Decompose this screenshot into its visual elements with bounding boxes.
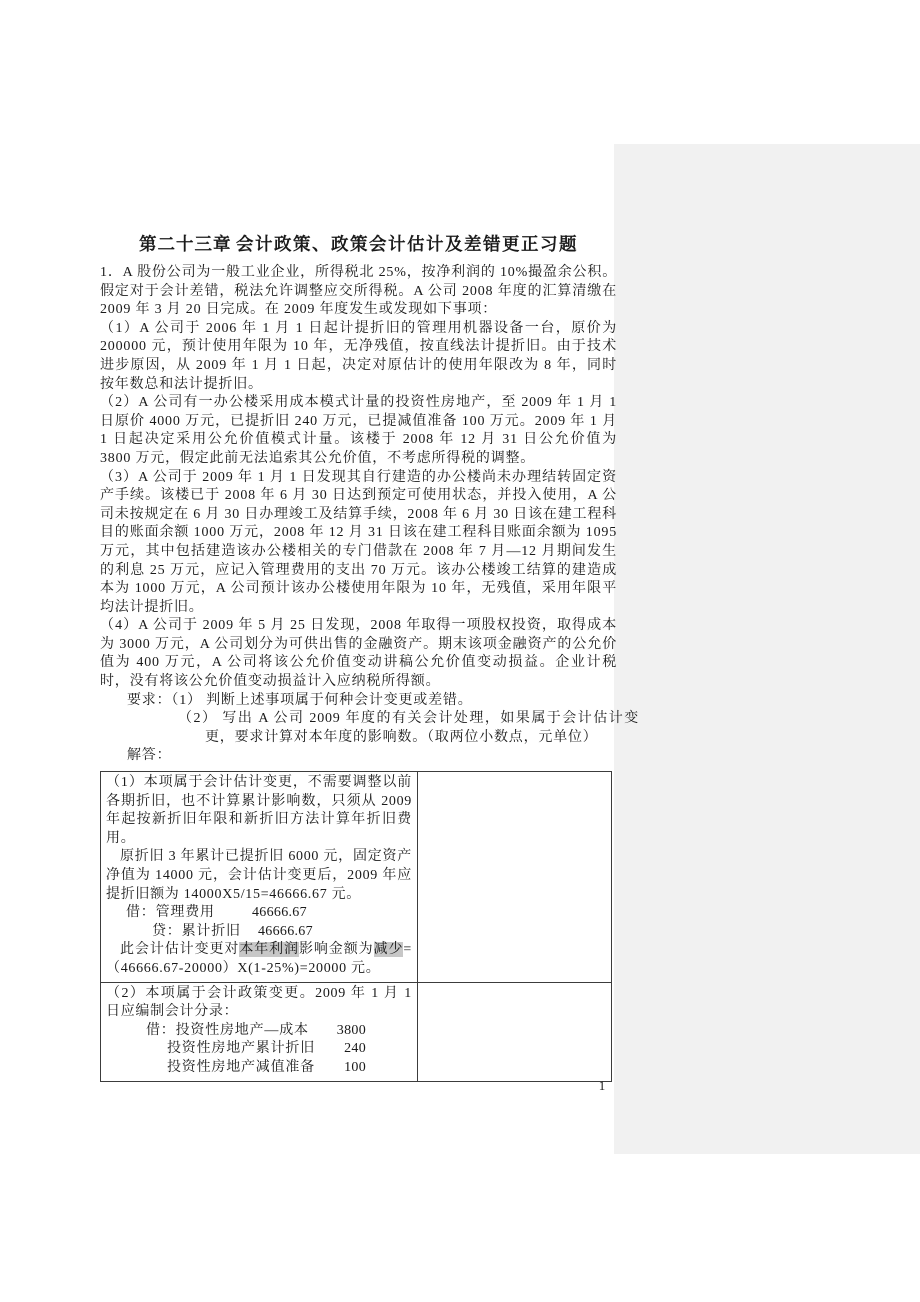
impact-text: 影响金额为 (298, 942, 374, 958)
journal-entry-debit-admin-expense (106, 904, 412, 923)
journal-entry-label: 投资性房地产累计折旧 (167, 1041, 315, 1057)
chapter-name: 会计政策、政策会计估计及差错更正习题 (236, 234, 578, 254)
impact-highlight-current-year-profit: 本年利润 (239, 942, 299, 958)
answer-table (100, 771, 612, 1082)
answer-row-1-empty-cell (418, 772, 612, 983)
journal-entry-amount: 46666.67 (252, 905, 307, 921)
answer-row-2-empty-cell (418, 982, 612, 1081)
problem-item-1: （1）A 公司于 2006 年 1 月 1 日起计提折旧的管理用机器设备一台，原价为 200000 元，预计使用年限为 10 年，无净残值，按直线法计提折旧。由于技术进步原因，从 2009 年 1 月 1 日起，决定对原估计的使用年限改为 8 年，同时按年数总和法计提折旧。 (100, 320, 617, 392)
impact-highlight-decrease: 减少 (373, 942, 404, 958)
chapter-title (100, 231, 617, 257)
requirement-line-1: 要求：（1） 判断上述事项属于何种会计变更或差错。 (127, 692, 473, 708)
answer-2-judgement: （2）本项属于会计政策变更。2009 年 1 月 1 日应编制会计分录： (106, 985, 412, 1020)
impact-text: 此会计估计变更对 (120, 942, 240, 958)
problem-item-2: （2）A 公司有一办公楼采用成本模式计量的投资性房地产，至 2009 年 1 月 1 日原价 4000 万元，已提折旧 240 万元，已提减值准备 100 万元。2009 年 1 月 1 日起决定采用公允价值模式计量。该楼于 2008 年 12 月 31 日公允价值为 3800 万元，假定此前无法追索其公允价值，不考虑所得税的调整。 (100, 395, 617, 466)
answer-row-1-text-cell (101, 772, 418, 983)
chapter-number: 第二十三章 (138, 234, 232, 254)
journal-entry-investment-property-accumulated-depreciation (106, 1040, 412, 1059)
page-content (100, 231, 639, 1082)
journal-entry-investment-property-impairment-provision (106, 1059, 412, 1078)
problem-intro: 1．A 股份公司为一般工业企业，所得税北 25%，按净利润的 10%撮盈余公积。假定对于会计差错，税法允许调整应交所得税。A 公司 2008 年度的汇算清缴在 2009 年 3 月 20 日完成。在 2009 年度发生或发现如下事项： (100, 265, 617, 318)
requirement-line-2: （2） 写出 A 公司 2009 年度的有关会计处理，如果属于会计估计变更，要求计算对本年度的影响数。（取两位小数点，元单位） (178, 711, 639, 745)
journal-entry-credit-accumulated-depreciation (106, 923, 412, 942)
answer-row-2-text-cell (101, 982, 418, 1081)
answer-1-judgement: （1）本项属于会计估计变更，不需要调整以前各期折旧，也不计算累计影响数，只须从 2009 年起按新折旧年限和新折旧方法计算年折旧费用。 (106, 775, 412, 846)
page-number: 1 (598, 1078, 606, 1093)
right-gray-panel (614, 144, 920, 1154)
answer-1-calculation: 原折旧 3 年累计已提折旧 6000 元，固定资产净值为 14000 元，会计估计变更后，2009 年应提折旧额为 14000X5/15=46666.67 元。 (106, 849, 412, 902)
journal-entry-label: 借：投资性房地产—成本 (146, 1022, 309, 1038)
answer-label: 解答： (127, 748, 172, 764)
journal-entry-debit-investment-property-cost (106, 1022, 412, 1041)
problem-item-4: （4）A 公司于 2009 年 5 月 25 日发现，2008 年取得一项股权投资，取得成本为 3000 万元，A 公司划分为可供出售的金融资产。期末该项金融资产的公允价值为 400 万元，A 公司将该公允价值变动讲稿公允价值变动损益。企业计税时，没有将该公允价值变动损益计入应纳税所得额。 (100, 618, 617, 690)
journal-entry-label: 投资性房地产减值准备 (167, 1059, 315, 1075)
journal-entry-label: 贷：累计折旧 (152, 923, 241, 939)
journal-entry-amount: 3800 (336, 1022, 366, 1038)
answer-row-1 (101, 772, 612, 983)
journal-entry-amount: 46666.67 (258, 923, 313, 939)
answer-row-2 (101, 982, 612, 1081)
answer-1-impact-line (106, 941, 412, 978)
impact-text: =（46666.67-20000）X(1-25%)=20000 元。 (106, 942, 412, 976)
journal-entry-amount: 240 (344, 1041, 366, 1057)
journal-entry-amount: 100 (344, 1059, 366, 1075)
problem-item-3: （3）A 公司于 2009 年 1 月 1 日发现其自行建造的办公楼尚未办理结转固定资产手续。该楼已于 2008 年 6 月 30 日达到预定可使用状态，并投入使用，A 公司未按规定在 6 月 30 日办理竣工及结算手续，2008 年 6 月 30 日该在建工程科目的账面余额 1000 万元，2008 年 12 月 31 日该在建工程科目账面余额为 1095 万元，其中包括建造该办公楼相关的专门借款在 2008 年 7 月—12 月期间发生的利息 25 万元，应记入管理费用的支出 70 万元。该办公楼竣工结算的建造成本为 1000 万元，A 公司预计该办公楼使用年限为 10 年，无残值，采用年限平均法计提折旧。 (100, 469, 617, 615)
journal-entry-label: 借：管理费用 (126, 905, 215, 921)
